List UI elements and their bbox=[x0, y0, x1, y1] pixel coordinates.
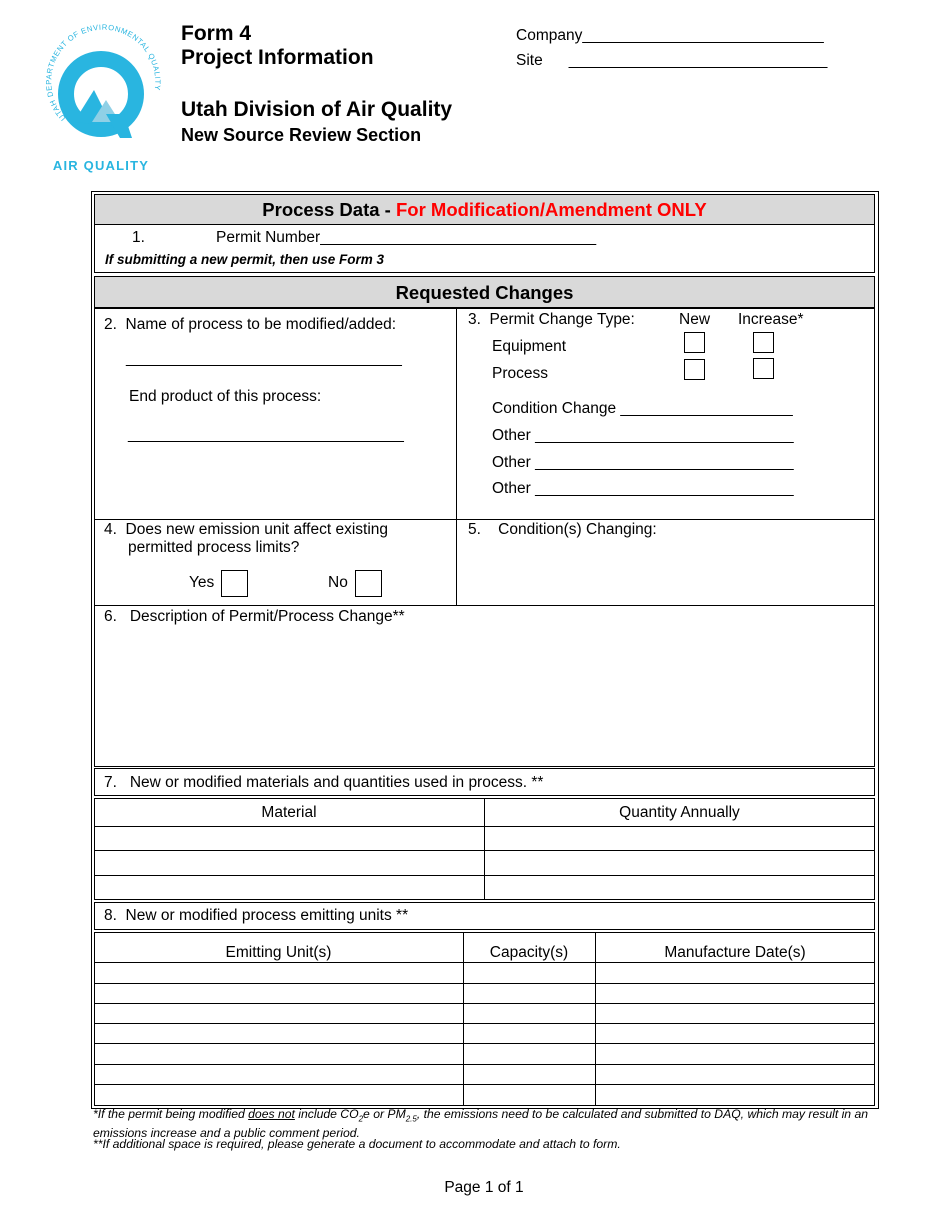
emitting-row-line bbox=[94, 1003, 875, 1004]
q8-label: 8. New or modified process emitting units ** bbox=[104, 907, 409, 924]
row-equipment: Equipment bbox=[492, 338, 567, 355]
process-name-field[interactable]: ________________________________ bbox=[126, 350, 402, 367]
emitting-row-line bbox=[94, 1064, 875, 1065]
emitting-row-line bbox=[94, 983, 875, 984]
q4-label-line2: permitted process limits? bbox=[128, 539, 300, 556]
row-process: Process bbox=[492, 365, 548, 382]
form-title: Project Information bbox=[181, 46, 374, 69]
emitting-row-line bbox=[94, 1043, 875, 1044]
section-name: New Source Review Section bbox=[181, 125, 422, 145]
col-capacity: Capacity(s) bbox=[489, 944, 569, 961]
col-emitting-units: Emitting Unit(s) bbox=[225, 944, 332, 961]
yes-label: Yes bbox=[189, 574, 215, 591]
q5-label: 5. Condition(s) Changing: bbox=[468, 521, 657, 538]
process-data-header bbox=[94, 194, 875, 225]
permit-number-field[interactable]: Permit Number________________________________ bbox=[216, 229, 597, 246]
process-increase-checkbox[interactable] bbox=[753, 358, 774, 379]
equipment-increase-checkbox[interactable] bbox=[753, 332, 774, 353]
footnote-emissions: *If the permit being modified does not include $CO_2e$ or $PM_{2.5}$, the emissions need to be calculated and submitted to DAQ, which may result in an emissions increase and a public comment period. bbox=[93, 1107, 869, 1141]
company-label: Company bbox=[516, 27, 583, 44]
col-manufacture-date: Manufacture Date(s) bbox=[664, 944, 806, 961]
item1-number: 1. bbox=[132, 229, 145, 246]
emitting-row-line bbox=[94, 1023, 875, 1024]
q4-label-line1: 4. Does new emission unit affect existing bbox=[104, 521, 389, 538]
q6-label: 6. Description of Permit/Process Change** bbox=[104, 608, 405, 625]
row-divider bbox=[94, 519, 875, 520]
col-increase: Increase* bbox=[738, 311, 804, 328]
site-label: Site bbox=[516, 52, 543, 69]
column-divider bbox=[456, 308, 457, 606]
no-checkbox[interactable] bbox=[355, 570, 382, 597]
site-field[interactable] bbox=[516, 52, 827, 70]
page-number: Page 1 of 1 bbox=[444, 1179, 524, 1196]
q2-label: 2. Name of process to be modified/added: bbox=[104, 316, 397, 333]
process-data-emphasis: For Modification/Amendment ONLY bbox=[395, 199, 707, 220]
materials-row-line bbox=[94, 875, 875, 876]
col-material: Material bbox=[261, 804, 317, 821]
q7-label: 7. New or modified materials and quantities used in process. ** bbox=[104, 774, 544, 791]
footnote-additional-space: **If additional space is required, please generate a document to accommodate and attach to form. bbox=[93, 1137, 621, 1151]
logo-ring-text: UTAH DEPARTMENT OF ENVIRONMENTAL QUALITY bbox=[44, 22, 162, 123]
yes-checkbox[interactable] bbox=[221, 570, 248, 597]
company-field[interactable] bbox=[516, 27, 824, 45]
no-label: No bbox=[328, 574, 348, 591]
emitting-row-line bbox=[94, 1084, 875, 1085]
equipment-new-checkbox[interactable] bbox=[684, 332, 705, 353]
col-new: New bbox=[679, 311, 711, 328]
new-permit-note: If submitting a new permit, then use Form 3 bbox=[105, 252, 385, 267]
description-section[interactable] bbox=[94, 605, 875, 767]
emitting-row-line bbox=[94, 962, 875, 963]
logo-caption: AIR QUALITY bbox=[52, 158, 150, 173]
q3-label: 3. Permit Change Type: bbox=[468, 311, 635, 328]
site-blank: ______________________________ bbox=[568, 52, 828, 69]
col-quantity-annually: Quantity Annually bbox=[619, 804, 740, 821]
agency-name: Utah Division of Air Quality bbox=[181, 98, 453, 121]
other-field-1[interactable]: Other ______________________________ bbox=[492, 427, 794, 444]
process-data-title: Process Data - bbox=[262, 199, 391, 220]
end-product-label: End product of this process: bbox=[129, 388, 322, 405]
materials-row-line bbox=[94, 826, 875, 827]
other-field-2[interactable]: Other ______________________________ bbox=[492, 454, 794, 471]
requested-changes-header: Requested Changes bbox=[94, 276, 875, 308]
condition-change-field[interactable]: Condition Change ____________________ bbox=[492, 400, 793, 417]
utah-deq-logo bbox=[40, 18, 162, 174]
end-product-field[interactable]: ________________________________ bbox=[128, 426, 404, 443]
form-number: Form 4 bbox=[181, 22, 252, 45]
company-blank: ____________________________ bbox=[582, 27, 824, 44]
other-field-3[interactable]: Other ______________________________ bbox=[492, 480, 794, 497]
process-new-checkbox[interactable] bbox=[684, 359, 705, 380]
materials-row-line bbox=[94, 850, 875, 851]
